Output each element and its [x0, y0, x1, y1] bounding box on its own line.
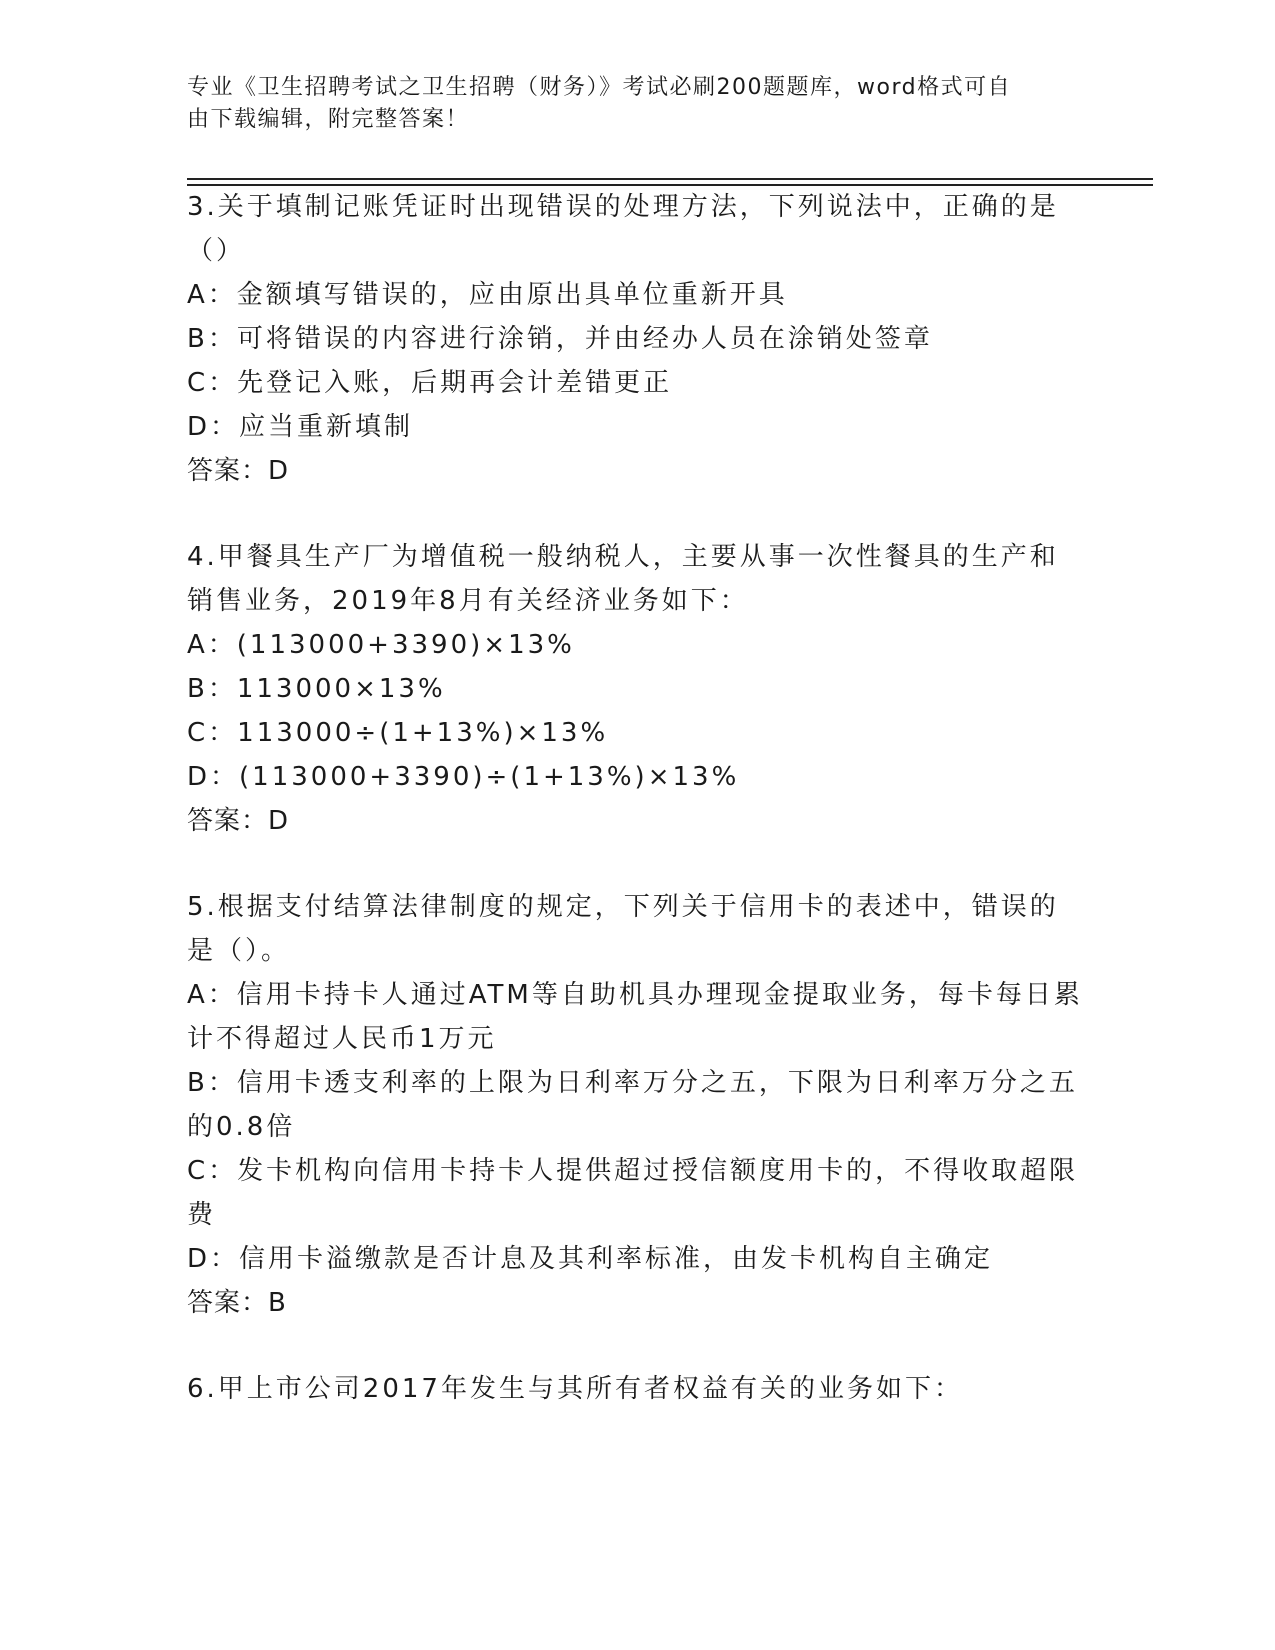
- header-divider-top: [187, 178, 1153, 180]
- question-4-option-d: D：(113000+3390)÷(1+13%)×13%: [187, 762, 740, 792]
- question-6-stem-line-1: 6.甲上市公司2017年发生与其所有者权益有关的业务如下：: [187, 1374, 963, 1404]
- question-5-option-b-line-2: 的0.8倍: [187, 1112, 296, 1142]
- question-5-stem-line-2: 是（）。: [187, 936, 291, 966]
- question-3-option-d: D：应当重新填制: [187, 412, 414, 442]
- question-5-stem-line-1: 5.根据支付结算法律制度的规定，下列关于信用卡的表述中，错误的: [187, 892, 1059, 922]
- question-3-answer: 答案：D: [187, 456, 290, 486]
- question-4-stem-line-1: 4.甲餐具生产厂为增值税一般纳税人，主要从事一次性餐具的生产和: [187, 542, 1059, 572]
- question-3-stem-line-2: （）: [187, 236, 246, 266]
- header-line-2: 由下载编辑，附完整答案！: [187, 107, 470, 132]
- question-5-option-b-line-1: B：信用卡透支利率的上限为日利率万分之五，下限为日利率万分之五: [187, 1068, 1078, 1098]
- question-5-option-a-line-2: 计不得超过人民币1万元: [187, 1024, 497, 1054]
- header-divider-bottom: [187, 184, 1153, 186]
- question-4-option-b: B：113000×13%: [187, 674, 446, 704]
- question-3-option-a: A：金额填写错误的，应由原出具单位重新开具: [187, 280, 788, 310]
- question-5-option-a-line-1: A：信用卡持卡人通过ATM等自助机具办理现金提取业务，每卡每日累: [187, 980, 1083, 1010]
- question-5-answer: 答案：B: [187, 1288, 287, 1318]
- document-header: [187, 72, 1067, 136]
- question-5-option-d: D：信用卡溢缴款是否计息及其利率标准，由发卡机构自主确定: [187, 1244, 994, 1274]
- question-3-option-b: B：可将错误的内容进行涂销，并由经办人员在涂销处签章: [187, 324, 933, 354]
- question-4-option-a: A：(113000+3390)×13%: [187, 630, 575, 660]
- question-3-stem-line-1: 3.关于填制记账凭证时出现错误的处理方法，下列说法中，正确的是: [187, 192, 1059, 222]
- question-4-option-c: C：113000÷(1+13%)×13%: [187, 718, 609, 748]
- question-3-option-c: C：先登记入账，后期再会计差错更正: [187, 368, 673, 398]
- header-line-1: 专业《卫生招聘考试之卫生招聘（财务）》考试必刷200题题库，word格式可自: [187, 75, 1012, 100]
- question-5-option-c-line-2: 费: [187, 1200, 217, 1230]
- question-5-option-c-line-1: C：发卡机构向信用卡持卡人提供超过授信额度用卡的，不得收取超限: [187, 1156, 1079, 1186]
- question-4-stem-line-2: 销售业务，2019年8月有关经济业务如下：: [187, 586, 749, 616]
- question-4-answer: 答案：D: [187, 806, 290, 836]
